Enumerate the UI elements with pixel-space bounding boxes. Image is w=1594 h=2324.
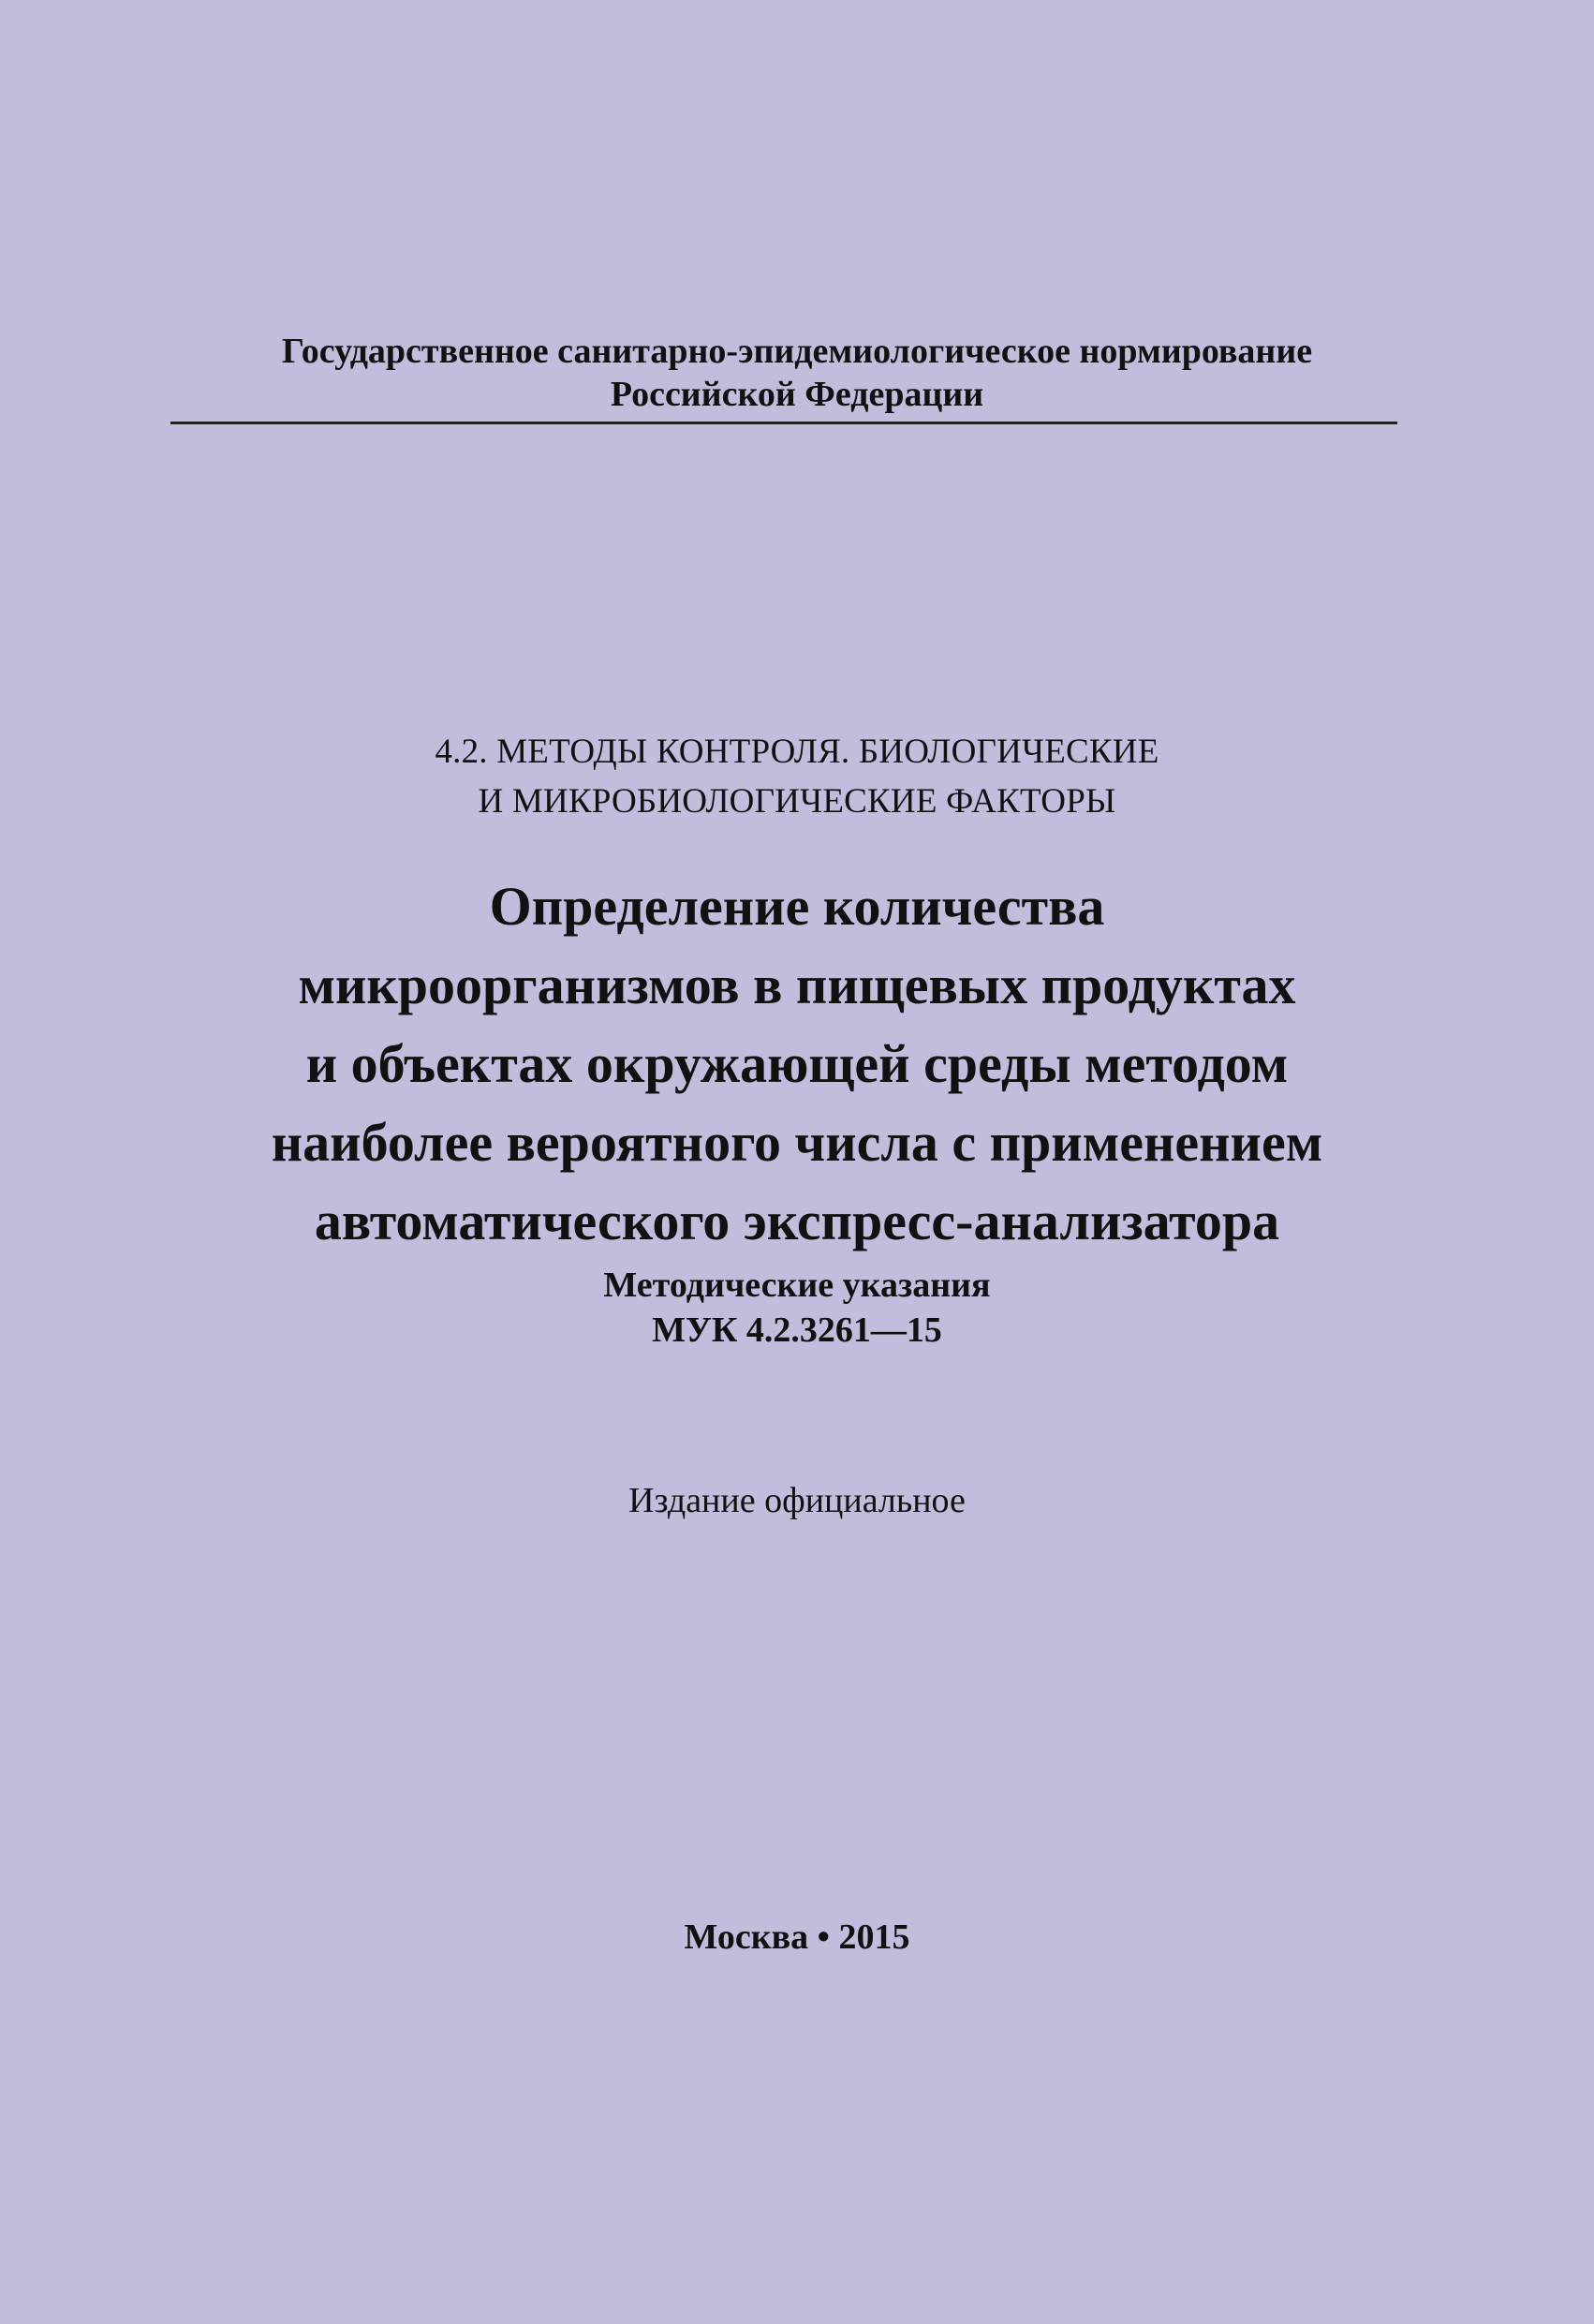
title-line-5: автоматического экспресс-анализатора [314,1191,1280,1251]
edition-text: Издание официальное [628,1481,966,1520]
imprint-text: Москва • 2015 [684,1917,910,1957]
title-line-1: Определение количества [489,876,1105,937]
title-line-2: микроорганизмов в пищевых продуктах [298,955,1296,1015]
document-designation [0,1263,1594,1353]
header-authority [0,330,1594,416]
section-line-1: 4.2. МЕТОДЫ КОНТРОЛЯ. БИОЛОГИЧЕСКИЕ [435,733,1159,771]
section-heading [0,727,1594,826]
header-line-1: Государственное санитарно-эпидемиологическое нормирование [281,332,1313,371]
section-line-2: И МИКРОБИОЛОГИЧЕСКИЕ ФАКТОРЫ [478,782,1116,821]
header-divider [170,422,1397,424]
document-title [0,867,1594,1261]
title-line-3: и объектах окружающей среды методом [305,1033,1289,1094]
imprint [0,1915,1594,1960]
header-line-2: Российской Федерации [610,375,984,414]
document-code: МУК 4.2.3261—15 [652,1310,942,1350]
title-line-4: наиболее вероятного числа с применением [271,1112,1323,1173]
document-type: Методические указания [603,1266,991,1305]
edition-note [0,1478,1594,1523]
